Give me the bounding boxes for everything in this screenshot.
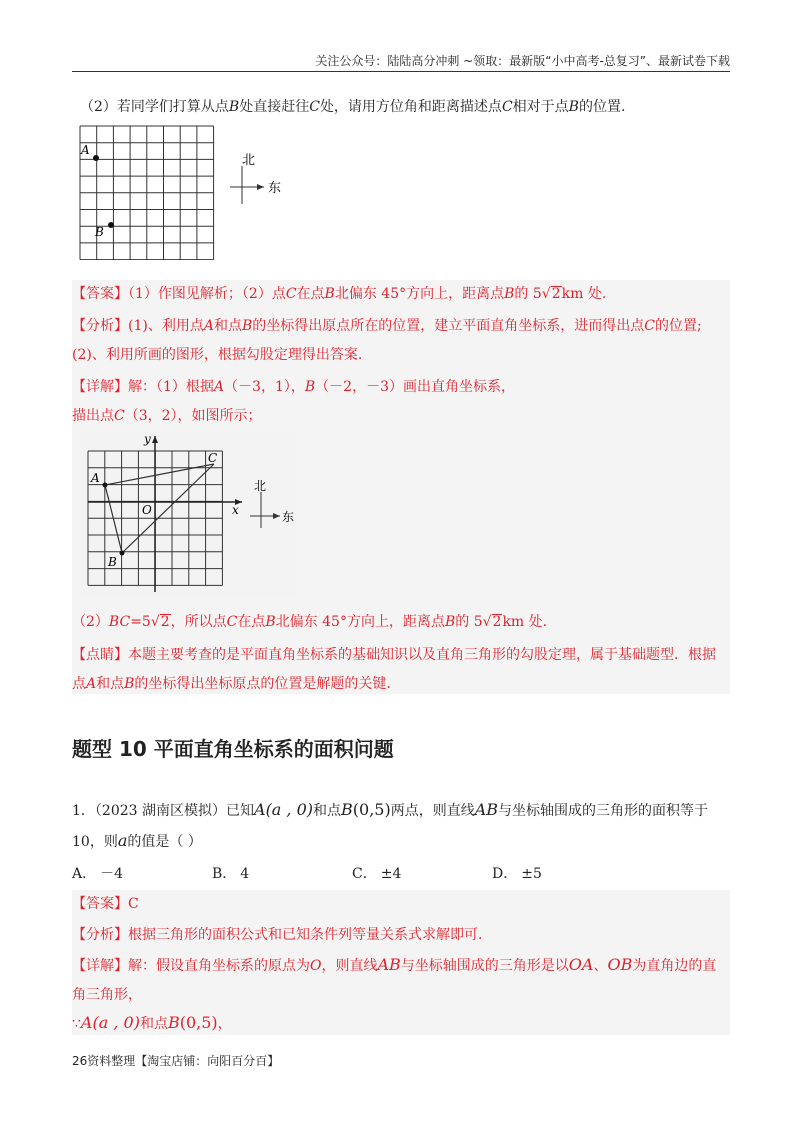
point-label: A xyxy=(254,800,266,819)
question-2 xyxy=(80,97,625,117)
origin-label: O xyxy=(142,503,152,517)
sqrt-radicand: 2 xyxy=(160,614,170,630)
east-label: 东 xyxy=(282,510,295,524)
answer-text: 在点 xyxy=(296,286,325,302)
point-label: C xyxy=(644,318,655,334)
answer-2-line xyxy=(72,894,139,914)
page-footer xyxy=(72,1052,279,1069)
problem-1-line-1 xyxy=(72,800,708,821)
option-d[interactable] xyxy=(492,864,542,884)
y-axis-arrow-icon xyxy=(152,436,158,443)
label-b: B xyxy=(108,555,117,569)
analysis-tag: 【分析】 xyxy=(72,927,128,943)
point-label: A xyxy=(80,1013,93,1032)
option-value: 4 xyxy=(240,866,250,882)
problem-text: 两点，则直线 xyxy=(390,803,475,819)
option-value: －4 xyxy=(100,866,124,882)
point-label: A xyxy=(213,379,225,395)
x-axis-label: x xyxy=(232,503,239,517)
detail-text: 解：（1）根据 xyxy=(128,379,214,395)
north-label: 北 xyxy=(254,479,267,493)
segment-label: OB xyxy=(607,955,633,974)
analysis-2-line xyxy=(72,925,482,945)
label-b: B xyxy=(95,225,104,239)
compass-arrow-icon xyxy=(257,184,264,190)
label-a: A xyxy=(81,143,90,157)
comment-line-1 xyxy=(72,645,716,665)
detail-text: 和点 xyxy=(139,1016,168,1032)
q2-text: 处，请用方位角和距离描述点 xyxy=(319,99,502,115)
part2-text: 的 5 xyxy=(455,614,483,630)
point-label: B xyxy=(265,614,276,630)
answer-line xyxy=(72,284,606,304)
point-a-marker xyxy=(103,483,108,488)
comment-text: 的坐标得出坐标原点的位置是解题的关键. xyxy=(134,676,391,692)
detail-text: 、 xyxy=(593,958,608,974)
detail-2-line-1 xyxy=(72,955,716,976)
q2-text: 的位置. xyxy=(578,99,626,115)
sqrt-radicand: 2 xyxy=(551,286,561,302)
problem-1-line-2 xyxy=(72,831,202,852)
part-2-answer xyxy=(72,612,547,632)
label-c: C xyxy=(208,451,218,465)
point-label: C xyxy=(226,614,238,630)
segment-ab xyxy=(105,485,122,553)
line-label: AB xyxy=(474,800,499,819)
problem-text: 的值是（ ） xyxy=(127,834,202,850)
because-symbol: ∵ xyxy=(72,1016,81,1032)
point-label: A xyxy=(203,318,214,334)
problem-text: 10，则 xyxy=(72,834,118,850)
detail-text: ，则直线 xyxy=(321,958,378,974)
part2-text: （2） xyxy=(72,614,109,630)
point-label: B xyxy=(124,676,135,692)
coordinate-expr: (a , 0) xyxy=(92,1013,140,1032)
detail-line-1 xyxy=(72,377,515,397)
point-label: A xyxy=(86,676,97,692)
comment-text: 和点 xyxy=(96,676,125,692)
option-label: D． xyxy=(492,866,518,882)
part2-text: km 处. xyxy=(502,614,548,630)
point-label: B xyxy=(341,800,353,819)
detail-text: （－2，－3）画出直角坐标系， xyxy=(315,379,515,395)
point-label: B xyxy=(241,318,253,334)
analysis-line-2: (2)、利用所画的图形，根据勾股定理得出答案. xyxy=(72,347,363,363)
analysis-text: 和点 xyxy=(213,318,242,334)
point-label: C xyxy=(114,408,125,424)
point-label: B xyxy=(228,99,240,115)
problem-text: 1．（2023 湖南区模拟）已知 xyxy=(72,803,254,819)
point-label: B xyxy=(504,286,515,302)
option-b[interactable] xyxy=(212,864,249,884)
label-a: A xyxy=(91,471,100,485)
analysis-text: 根据三角形的面积公式和已知条件列等量关系式求解即可. xyxy=(128,927,483,943)
answer-text: （1）作图见解析；（2）点 xyxy=(128,286,286,302)
coordinate-expr: (0,5) xyxy=(179,1013,218,1032)
problem-text: 与坐标轴围成的三角形的面积等于 xyxy=(498,803,709,819)
point-label: B xyxy=(444,614,456,630)
sqrt-radicand: 2 xyxy=(492,614,502,630)
line-label: AB xyxy=(377,955,401,974)
point-b-marker xyxy=(120,551,125,556)
coordinate-expr: (0,5) xyxy=(352,800,391,819)
answer-tag: 【答案】 xyxy=(72,286,128,302)
segment-label: OA xyxy=(568,955,594,974)
q2-text: （2）若同学们打算从点 xyxy=(80,99,229,115)
sqrt-sign: √ xyxy=(482,614,492,630)
east-label: 东 xyxy=(268,181,282,196)
detail-text: 解：假设直角坐标系的原点为 xyxy=(128,958,310,974)
y-axis-label: y xyxy=(144,432,151,446)
compass-arrow-icon xyxy=(273,513,280,519)
problem-text: 和点 xyxy=(313,803,342,819)
option-value: ±5 xyxy=(521,866,542,882)
detail-2-line-2: 角三角形， xyxy=(72,987,142,1003)
grid-figure-1 xyxy=(78,124,298,260)
segment-label: BC xyxy=(108,614,131,630)
north-label: 北 xyxy=(242,153,256,168)
point-label: C xyxy=(501,99,513,115)
answer-text: 北偏东 45°方向上，距离点 xyxy=(334,286,505,302)
point-label: B xyxy=(568,99,579,115)
answer-tag: 【答案】 xyxy=(72,896,128,912)
segment-bc xyxy=(122,464,214,553)
option-a[interactable] xyxy=(72,864,123,884)
page-number: 26 xyxy=(72,1054,88,1068)
variable-label: a xyxy=(117,831,128,850)
coordinate-figure-2 xyxy=(80,432,296,598)
footer-text: 资料整理【淘宝店铺：向阳百分百】 xyxy=(87,1054,280,1068)
option-value: ±4 xyxy=(380,866,402,882)
detail-text: 描出点 xyxy=(72,408,114,424)
grid-lines xyxy=(80,126,214,260)
analysis-text: 的位置; xyxy=(654,318,702,334)
sqrt-sign: √ xyxy=(150,614,160,630)
analysis-text: 的坐标得出原点所在的位置，建立平面直角坐标系，进而得出点 xyxy=(252,318,645,334)
answer-value: C xyxy=(128,896,139,912)
point-a-marker xyxy=(93,155,99,161)
analysis-tag: 【分析】 xyxy=(72,318,128,334)
section-title: 题型 10 平面直角坐标系的面积问题 xyxy=(72,737,394,761)
comment-tag: 【点睛】 xyxy=(72,647,128,663)
comment-text: 点 xyxy=(72,676,86,692)
part2-text: 北偏东 45°方向上，距离点 xyxy=(275,614,445,630)
comment-text: 本题主要考查的是平面直角坐标系的基础知识以及直角三角形的勾股定理，属于基础题型．根据 xyxy=(128,647,716,663)
point-label: B xyxy=(167,1013,180,1032)
detail-tag: 【详解】 xyxy=(72,379,128,395)
detail-text: 与坐标轴围成的三角形是以 xyxy=(400,958,569,974)
detail-text: 为直角边的直 xyxy=(632,958,717,974)
point-label: B xyxy=(304,379,316,395)
detail-text: （3，2），如图所示； xyxy=(124,408,262,424)
analysis-line-1 xyxy=(72,316,702,336)
q2-text: 处直接赶往 xyxy=(239,99,310,115)
detail-line-2 xyxy=(72,406,262,426)
option-label: A． xyxy=(72,866,97,882)
option-label: C． xyxy=(352,866,377,882)
option-c[interactable] xyxy=(352,864,401,884)
analysis-text: (1)、利用点 xyxy=(128,318,204,334)
point-label: B xyxy=(324,286,335,302)
point-label: C xyxy=(285,286,297,302)
coordinate-expr: (a , 0) xyxy=(265,800,314,819)
detail-tag: 【详解】 xyxy=(72,958,128,974)
header-divider xyxy=(72,71,730,72)
answer-text: km 处. xyxy=(561,286,607,302)
detail-2-line-3 xyxy=(72,1013,232,1034)
q2-text: 相对于点 xyxy=(512,99,569,115)
option-label: B． xyxy=(212,866,237,882)
answer-text: 的 5 xyxy=(514,286,542,302)
part2-text: 在点 xyxy=(237,614,266,630)
point-b-marker xyxy=(108,222,114,228)
part2-text: =5 xyxy=(130,614,151,630)
detail-text: ， xyxy=(217,1016,232,1032)
detail-text: （－3，1）， xyxy=(224,379,305,395)
page-header: 关注公众号：陆陆高分冲刺 ~领取：最新版“小中高考-总复习”、最新试卷下载 xyxy=(315,54,730,68)
point-label: C xyxy=(309,99,320,115)
sqrt-sign: √ xyxy=(541,286,551,302)
comment-line-2 xyxy=(72,674,391,694)
point-label: O xyxy=(310,958,322,974)
part2-text: ，所以点 xyxy=(170,614,227,630)
